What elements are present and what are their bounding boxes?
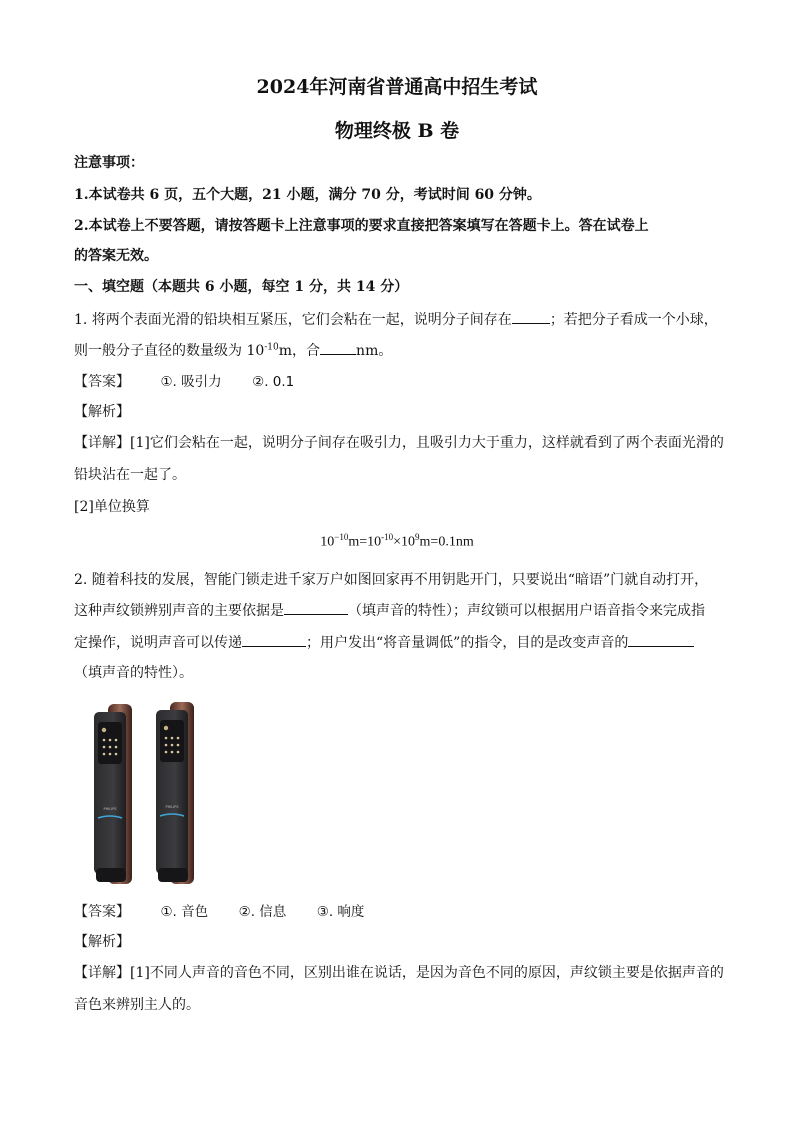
smart-door-lock-image <box>88 700 208 890</box>
formula-exp-a: −10 <box>334 532 349 542</box>
q2-detail-line2: 音色来辨别主人的。 <box>74 997 200 1013</box>
brand-logo-right: PHILIPS <box>165 805 179 809</box>
q1-answer-2: ②. 0.1 <box>252 374 295 390</box>
lock-left <box>94 704 132 884</box>
formula-part-d: m=0.1nm <box>419 534 474 550</box>
brand-logo-left: PHILIPS <box>103 807 117 811</box>
q2-answer-2: ②. 信息 <box>238 904 287 920</box>
q1-blank-1 <box>512 309 550 324</box>
q2-blank-3 <box>628 632 694 647</box>
q2-stem-line1: 2. 随着科技的发展，智能门锁走进千家万户如图回家再不用钥匙开门，只要说出“暗语”门就自动打开， <box>74 572 709 588</box>
q1-blank-2 <box>320 340 356 355</box>
q2-answer-3: ③. 响度 <box>316 904 365 920</box>
formula-part-c: ×10 <box>393 534 416 550</box>
q1-text-b: ；若把分子看成一个小球， <box>549 312 718 328</box>
formula-part-b: m=10 <box>348 534 382 550</box>
q2-answer-1: ①. 音色 <box>160 904 209 920</box>
q2-analysis-label: 【解析】 <box>74 934 130 950</box>
section-heading: 一、填空题（本题共 6 小题，每空 1 分，共 14 分） <box>74 279 409 295</box>
q2-text-d: ；用户发出“将音量调低”的指令，目的是改变声音的 <box>306 635 629 651</box>
q1-detail-line2: 铅块沾在一起了。 <box>74 467 186 483</box>
q2-stem-line3 <box>74 632 694 652</box>
exam-title: 2024年河南省普通高中招生考试 <box>256 76 538 98</box>
notice-item-2-cont: 的答案无效。 <box>74 248 158 264</box>
lock-right <box>156 702 194 884</box>
q2-answer-label: 【答案】 <box>74 904 130 920</box>
q2-answer-row <box>74 900 364 921</box>
q1-text-e: nm。 <box>356 343 393 359</box>
notice-item-2: 2.本试卷上不要答题，请按答题卡上注意事项的要求直接把答案填写在答题卡上。答在试卷上 <box>74 218 649 234</box>
q1-answer-1: ①. 吸引力 <box>160 374 222 390</box>
q1-text-d: m，合 <box>278 343 321 359</box>
formula-part-a: 10 <box>320 534 335 550</box>
q2-blank-2 <box>242 632 306 647</box>
q2-text-a: 这种声纹锁辨别声音的主要依据是 <box>74 603 284 619</box>
q1-answer-label: 【答案】 <box>74 374 130 390</box>
q1-stem-line2 <box>74 340 392 360</box>
q1-answer-row <box>74 370 294 391</box>
q1-detail-line1: 【详解】[1]它们会粘在一起，说明分子间存在吸引力，且吸引力大于重力，这样就看到了两个表面光滑的 <box>74 435 724 451</box>
notice-heading: 注意事项： <box>74 155 144 171</box>
q2-stem-line4: （填声音的特性）。 <box>74 665 193 681</box>
notice-item-1: 1.本试卷共 6 页，五个大题，21 小题，满分 70 分，考试时间 60 分钟。 <box>74 187 541 203</box>
q1-detail-line3: [2]单位换算 <box>74 499 150 515</box>
q1-formula <box>0 532 794 551</box>
q1-exponent: -10 <box>264 342 279 353</box>
q1-text-a: 1. 将两个表面光滑的铅块相互紧压，它们会粘在一起，说明分子间存在 <box>74 312 512 328</box>
exam-subtitle: 物理终极 B 卷 <box>334 120 460 142</box>
formula-exp-b: -10 <box>381 532 394 542</box>
q1-analysis-label: 【解析】 <box>74 404 130 420</box>
q2-detail-line1: 【详解】[1]不同人声音的音色不同，区别出谁在说话，是因为音色不同的原因，声纹锁主要是依据声音的 <box>74 965 724 981</box>
q2-stem-line2 <box>74 600 705 620</box>
q1-text-c: 则一般分子直径的数量级为 10 <box>74 343 265 359</box>
q2-blank-1 <box>284 600 348 615</box>
q1-stem-line1 <box>74 309 718 329</box>
q2-text-c: 定操作，说明声音可以传递 <box>74 635 242 651</box>
q2-text-b: （填声音的特性）；声纹锁可以根据用户语音指令来完成指 <box>348 603 705 619</box>
formula-exp-c: 9 <box>415 532 420 542</box>
